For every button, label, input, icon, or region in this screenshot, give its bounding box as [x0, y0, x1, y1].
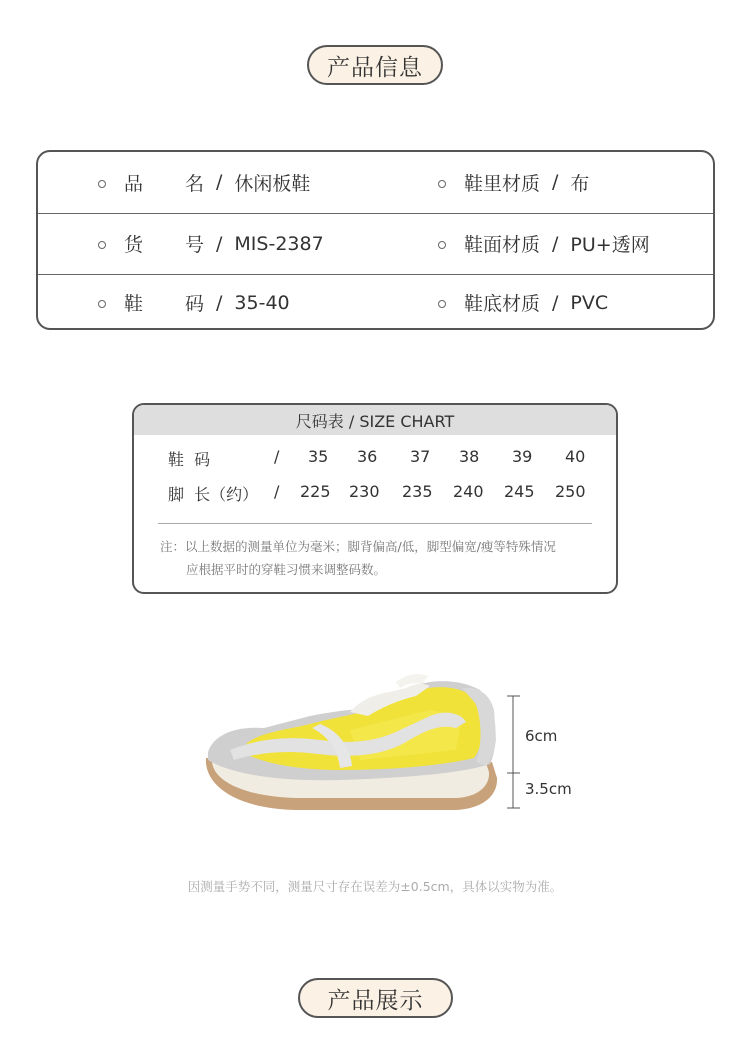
info-separator: / [216, 291, 223, 314]
info-value: PU+透网 [570, 234, 650, 256]
size-row-sizes [134, 447, 616, 471]
info-cell-item-no [98, 214, 324, 273]
info-cell-size [98, 275, 290, 330]
info-label: 鞋里材质 [464, 172, 541, 195]
length-cell: 250 [555, 482, 586, 501]
info-value: 35-40 [234, 291, 290, 314]
info-value: 休闲板鞋 [234, 172, 311, 195]
product-info-title [307, 45, 443, 85]
info-separator: / [552, 291, 559, 314]
info-cell-name [98, 152, 310, 212]
size-chart-title: 尺码表 / SIZE CHART [134, 405, 616, 435]
info-label: 品 名 [124, 172, 204, 195]
info-label: 鞋面材质 [464, 234, 541, 256]
size-note-line: 应根据平时的穿鞋习惯来调整码数。 [186, 562, 387, 577]
bullet-icon [438, 300, 446, 308]
info-label: 鞋 码 [124, 293, 204, 315]
size-chart [132, 403, 618, 594]
size-cell: 36 [357, 447, 378, 466]
info-row [38, 274, 713, 330]
measurement-disclaimer: 因测量手势不同，测量尺寸存在误差为±0.5cm，具体以实物为准。 [187, 879, 563, 894]
info-cell-lining [438, 152, 589, 212]
size-row-separator: / [274, 447, 280, 466]
product-display-title-text: 产品展示 [327, 987, 424, 1014]
info-value: 布 [570, 172, 590, 195]
length-cell: 245 [504, 482, 535, 501]
size-chart-note [160, 535, 600, 581]
size-note-line: 注：以上数据的测量单位为毫米；脚背偏高/低，脚型偏宽/瘦等特殊情况 [160, 539, 556, 554]
size-cell: 38 [459, 447, 480, 466]
info-value: PVC [570, 291, 609, 314]
product-info-title-text: 产品信息 [327, 54, 423, 81]
info-row [38, 152, 713, 212]
sole-height-label: 3.5cm [525, 780, 572, 798]
size-cell: 40 [565, 447, 586, 466]
info-label: 鞋底材质 [464, 293, 541, 315]
size-cell: 35 [308, 447, 329, 466]
size-chart-divider [158, 523, 592, 524]
size-row-foot-length [134, 482, 616, 506]
size-row-label: 脚 长（约） [168, 485, 259, 504]
size-cell: 37 [410, 447, 431, 466]
shoe-image [200, 670, 510, 820]
length-cell: 240 [453, 482, 484, 501]
length-cell: 235 [402, 482, 433, 501]
product-display-title [298, 978, 453, 1018]
size-row-separator: / [274, 482, 280, 501]
size-cell: 39 [512, 447, 533, 466]
bullet-icon [438, 241, 446, 249]
bullet-icon [438, 180, 446, 188]
info-cell-sole [438, 275, 608, 330]
bullet-icon [98, 241, 106, 249]
info-separator: / [216, 171, 223, 193]
length-cell: 230 [349, 482, 380, 501]
info-cell-upper [438, 214, 650, 273]
length-cell: 225 [300, 482, 331, 501]
size-row-label: 鞋 码 [168, 450, 211, 469]
bullet-icon [98, 180, 106, 188]
product-info-table [36, 150, 715, 330]
info-separator: / [216, 232, 223, 255]
info-separator: / [552, 232, 559, 255]
upper-height-label: 6cm [525, 727, 558, 745]
info-row [38, 213, 713, 273]
bullet-icon [98, 300, 106, 308]
info-value: MIS-2387 [234, 232, 324, 255]
info-label: 货 号 [124, 234, 204, 256]
info-separator: / [552, 171, 559, 193]
